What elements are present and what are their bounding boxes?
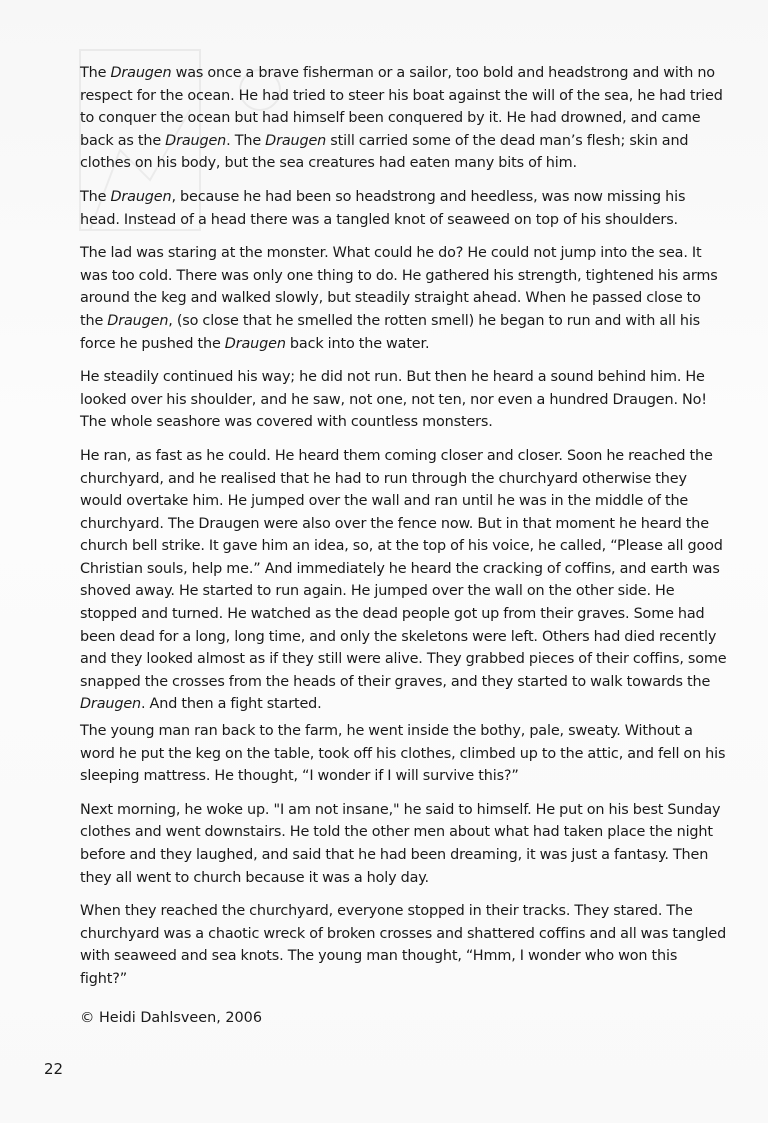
text-segment: Next morning, he woke up. "I am not insane," he said to himself. He put on his best Sunday clothes and went downstairs. He told the other men about what had taken place the night before and they laughed, and said that he had been dreaming, it was just a fantasy. Then they all went to church because it was a holy day. xyxy=(80,801,721,886)
paragraph xyxy=(80,445,728,716)
text-segment: He ran, as fast as he could. He heard them coming closer and closer. Soon he reached the churchyard, and he realised that he had to run through the churchyard otherwise they would overtake him. He jumped over the wall and ran until he was in the middle of the churchyard. The Draugen were also over the fence now. But in that moment he heard the church bell strike. It gave him an idea, so, at the top of his voice, he called, “Please all good Christian souls, help me.” And immediately he heard the cracking of coffins, and earth was shoved away. He started to run again. He jumped over the wall on the other side. He stopped and turned. He watched as the dead people got up from their graves. Some had been dead for a long, long time, and only the skeletons were left. Others had died recently and they looked almost as if they still were alive. They grabbed pieces of their coffins, some snapped the crosses from the heads of their graves, and they started to walk towards the xyxy=(80,447,727,690)
story-text xyxy=(80,62,728,1029)
text-segment: . And then a fight started. xyxy=(141,696,322,713)
italic-term: Draugen xyxy=(165,132,227,149)
paragraph xyxy=(80,366,728,434)
italic-term: Draugen xyxy=(224,335,286,352)
italic-term: Draugen xyxy=(107,312,169,329)
italic-term: Draugen xyxy=(265,132,327,149)
text-segment: He steadily continued his way; he did not run. But then he heard a sound behind him. He looked over his shoulder, and he saw, not one, not ten, nor even a hundred Draugen. No! The whole seashore was covered with countless monsters. xyxy=(80,369,707,431)
paragraph xyxy=(80,62,728,175)
copyright-notice: © Heidi Dahlsveen, 2006 xyxy=(80,1009,262,1026)
text-segment: The xyxy=(80,65,111,81)
paragraph xyxy=(80,242,728,355)
paragraph xyxy=(80,186,728,231)
italic-term: Draugen xyxy=(110,65,172,81)
text-segment: , because he had been so headstrong and heedless, was now missing his head. Instead of a head there was a tangled knot of seaweed on top of his shoulders. xyxy=(80,188,686,228)
italic-term: Draugen xyxy=(110,188,172,205)
paragraph xyxy=(80,900,728,990)
paragraph xyxy=(80,720,728,788)
paragraph xyxy=(80,799,728,889)
text-segment: The xyxy=(80,188,111,205)
text-segment: , (so close that he smelled the rotten smell) he began to run and with all his force he pushed the xyxy=(80,312,701,352)
text-segment: was once a brave fisherman or a sailor, too bold and headstrong and with no respect for the ocean. He had tried to steer his boat against the will of the sea, he had tried to conquer the ocean but had himself been conquered by it. He had drowned, and came back as the xyxy=(80,65,723,149)
text-segment: back into the water. xyxy=(285,335,430,352)
text-segment: still carried some of the dead man’s flesh; skin and clothes on his body, but the sea creatures had eaten many bits of him. xyxy=(80,132,689,172)
text-segment: . The xyxy=(226,132,266,149)
text-segment: When they reached the churchyard, everyone stopped in their tracks. They stared. The churchyard was a chaotic wreck of broken crosses and shattered coffins and all was tangled with seaweed and sea knots. The young man thought, “Hmm, I wonder who won this fight?” xyxy=(80,903,727,987)
text-segment: The lad was staring at the monster. What could he do? He could not jump into the sea. It was too cold. There was only one thing to do. He gathered his strength, tightened his arms around the keg and walked slowly, but steadily straight ahead. When he passed close to the xyxy=(80,245,718,329)
page-number: 22 xyxy=(44,1060,64,1078)
text-segment: The young man ran back to the farm, he went inside the bothy, pale, sweaty. Without a word he put the keg on the table, took off his clothes, climbed up to the attic, and fell on his sleeping mattress. He thought, “I wonder if I will survive this?” xyxy=(80,723,726,785)
italic-term: Draugen xyxy=(80,696,141,713)
